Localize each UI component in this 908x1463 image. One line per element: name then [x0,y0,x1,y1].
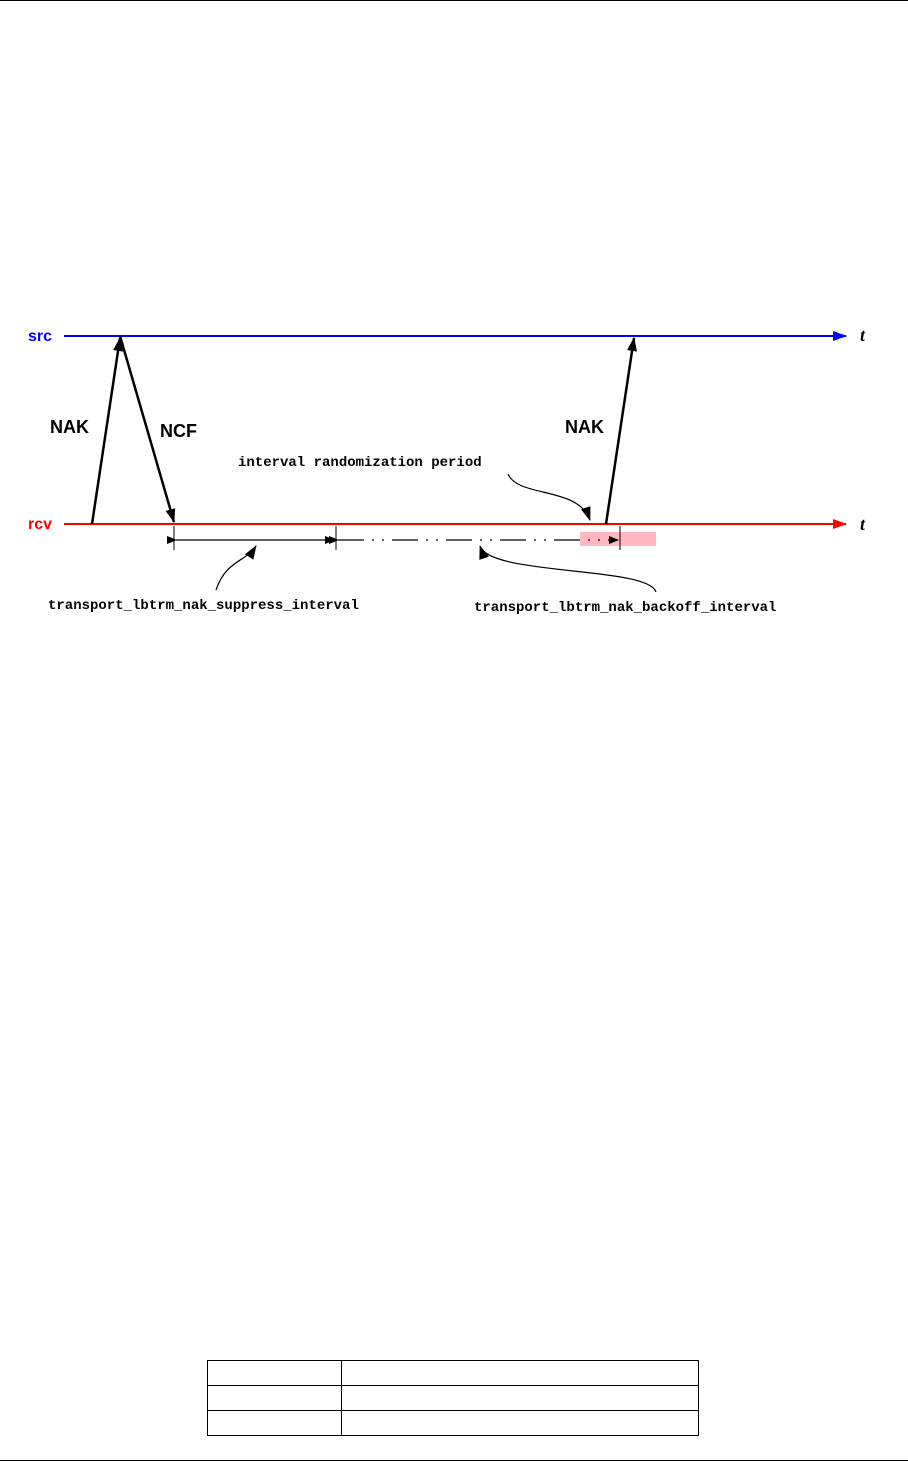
table-row [208,1386,699,1411]
parameter-table [207,1360,699,1436]
randomization-pointer [508,474,590,520]
table-cell [208,1361,342,1386]
receiver-label: rcv [28,516,53,533]
source-time-label: t [860,325,866,345]
top-rule [0,0,908,1]
receiver-time-label: t [860,514,866,534]
randomization-band [580,532,656,546]
suppress-interval-pointer [216,546,256,590]
table-row [208,1361,699,1386]
source-label: src [28,328,53,345]
second-nak-arrow [606,338,634,524]
suppress-interval-label: transport_lbtrm_nak_suppress_interval [48,598,359,614]
table-cell [342,1386,699,1411]
backoff-interval-label: transport_lbtrm_nak_backoff_interval [474,600,777,616]
first-nak-arrow [92,338,120,524]
first-nak-label: NAK [50,417,89,437]
second-nak-label: NAK [565,417,604,437]
table-cell [208,1386,342,1411]
table-row [208,1411,699,1436]
bottom-rule [0,1460,908,1461]
randomization-label: interval randomization period [238,455,482,471]
nak-timing-diagram [0,300,908,630]
table-cell [208,1411,342,1436]
table-cell [342,1411,699,1436]
ncf-label: NCF [160,421,197,441]
backoff-interval-pointer [480,546,656,592]
table-cell [342,1361,699,1386]
